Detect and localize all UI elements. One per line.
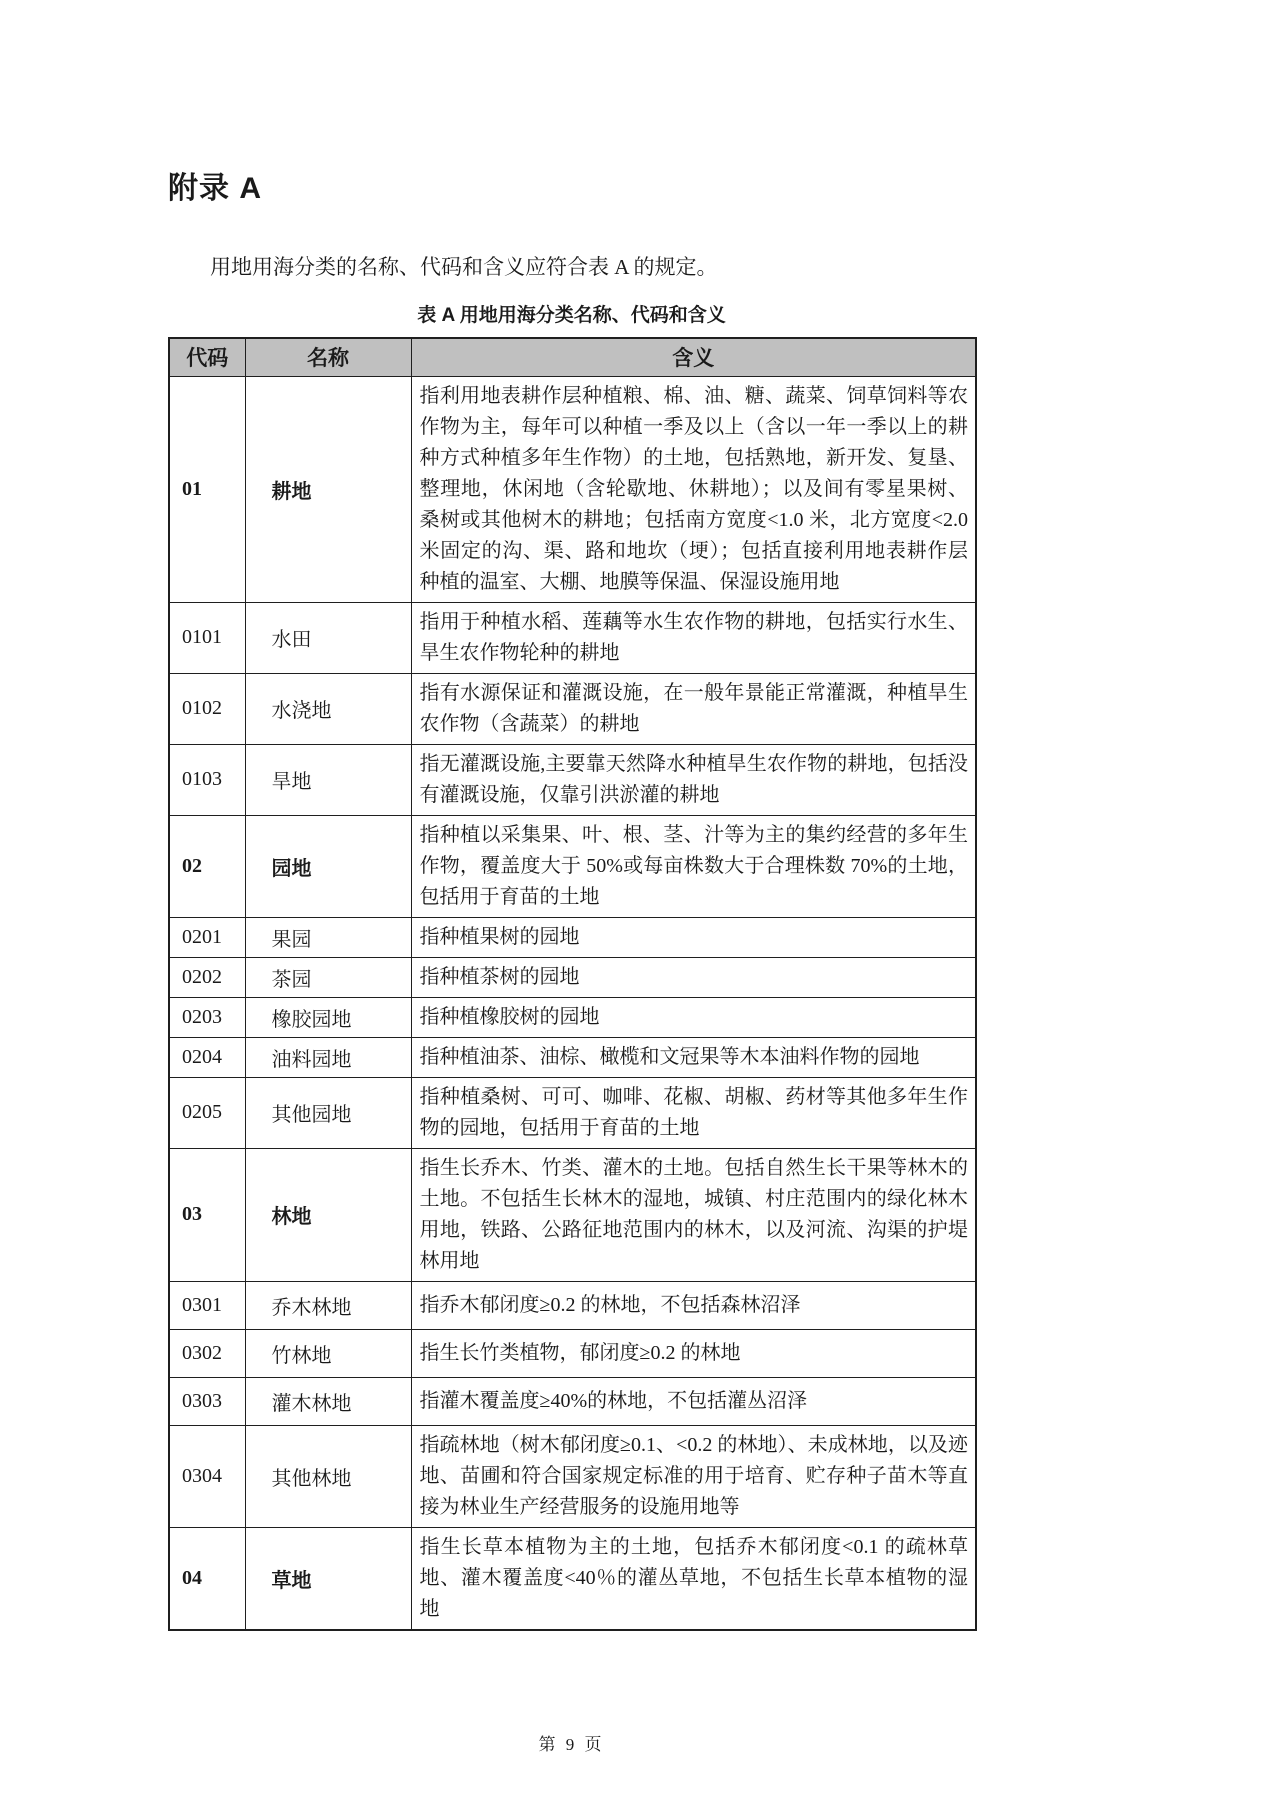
table-row (169, 376, 976, 602)
meaning-cell: 指无灌溉设施,主要靠天然降水种植旱生农作物的耕地，包括没有灌溉设施，仅靠引洪淤灌的耕地 (411, 744, 976, 815)
meaning-cell: 指生长竹类植物，郁闭度≥0.2 的林地 (411, 1329, 976, 1377)
page-number: 第 9 页 (538, 1735, 605, 1754)
name-cell: 茶园 (245, 957, 411, 997)
meaning-cell: 指种植橡胶树的园地 (411, 997, 976, 1037)
name-cell: 水浇地 (245, 673, 411, 744)
meaning-cell: 指用于种植水稻、莲藕等水生农作物的耕地，包括实行水生、旱生农作物轮种的耕地 (411, 602, 976, 673)
meaning-cell: 指种植油茶、油棕、橄榄和文冠果等木本油料作物的园地 (411, 1037, 976, 1077)
meaning-cell: 指灌木覆盖度≥40%的林地，不包括灌丛沼泽 (411, 1377, 976, 1425)
name-cell: 竹林地 (245, 1329, 411, 1377)
code-cell: 02 (169, 815, 245, 917)
table-row (169, 1527, 976, 1630)
table-row (169, 815, 976, 917)
name-cell: 草地 (245, 1527, 411, 1630)
code-cell: 0204 (169, 1037, 245, 1077)
name-cell: 园地 (245, 815, 411, 917)
meaning-cell: 指生长草本植物为主的土地，包括乔木郁闭度<0.1 的疏林草地、灌木覆盖度<40％的灌丛草地，不包括生长草本植物的湿地 (411, 1527, 976, 1630)
table-row (169, 917, 976, 957)
code-cell: 0103 (169, 744, 245, 815)
meaning-cell: 指种植茶树的园地 (411, 957, 976, 997)
meaning-cell: 指种植桑树、可可、咖啡、花椒、胡椒、药材等其他多年生作物的园地，包括用于育苗的土地 (411, 1077, 976, 1148)
code-cell: 0304 (169, 1425, 245, 1527)
code-cell: 01 (169, 376, 245, 602)
table-body (169, 376, 976, 1630)
name-cell: 橡胶园地 (245, 997, 411, 1037)
column-header-1: 代码 (169, 338, 245, 376)
code-cell: 0301 (169, 1281, 245, 1329)
meaning-cell: 指疏林地（树木郁闭度≥0.1、<0.2 的林地）、未成林地，以及迹地、苗圃和符合国家规定标准的用于培育、贮存种子苗木等直接为林业生产经营服务的设施用地等 (411, 1425, 976, 1527)
name-cell: 果园 (245, 917, 411, 957)
meaning-cell: 指种植果树的园地 (411, 917, 976, 957)
code-cell: 0302 (169, 1329, 245, 1377)
table-row (169, 957, 976, 997)
document-content (168, 0, 975, 1631)
table-row (169, 673, 976, 744)
table-row (169, 1281, 976, 1329)
meaning-cell: 指有水源保证和灌溉设施，在一般年景能正常灌溉，种植旱生农作物（含蔬菜）的耕地 (411, 673, 976, 744)
intro-paragraph: 用地用海分类的名称、代码和含义应符合表 A 的规定。 (210, 255, 718, 279)
table-row (169, 1329, 976, 1377)
meaning-cell: 指种植以采集果、叶、根、茎、汁等为主的集约经营的多年生作物，覆盖度大于 50%或每亩株数大于合理株数 70%的土地，包括用于育苗的土地 (411, 815, 976, 917)
appendix-title: 附录 A (168, 172, 262, 205)
code-cell: 03 (169, 1148, 245, 1281)
code-cell: 0201 (169, 917, 245, 957)
table-row (169, 1077, 976, 1148)
code-cell: 0102 (169, 673, 245, 744)
table-row (169, 1425, 976, 1527)
name-cell: 旱地 (245, 744, 411, 815)
table-row (169, 1377, 976, 1425)
name-cell: 林地 (245, 1148, 411, 1281)
meaning-cell: 指乔木郁闭度≥0.2 的林地，不包括森林沼泽 (411, 1281, 976, 1329)
name-cell: 耕地 (245, 376, 411, 602)
name-cell: 灌木林地 (245, 1377, 411, 1425)
table-header-row (169, 338, 976, 376)
table-caption: 表 A 用地用海分类名称、代码和含义 (417, 305, 726, 326)
table-row (169, 1037, 976, 1077)
name-cell: 其他园地 (245, 1077, 411, 1148)
code-cell: 0202 (169, 957, 245, 997)
table-row (169, 744, 976, 815)
column-header-3: 含义 (411, 338, 976, 376)
code-cell: 0203 (169, 997, 245, 1037)
meaning-cell: 指利用地表耕作层种植粮、棉、油、糖、蔬菜、饲草饲料等农作物为主，每年可以种植一季及以上（含以一年一季以上的耕种方式种植多年生作物）的土地，包括熟地，新开发、复垦、整理地，休闲地（含轮歇地、休耕地）；以及间有零星果树、桑树或其他树木的耕地；包括南方宽度<1.0 米，北方宽度<2.0 米固定的沟、渠、路和地坎（埂）；包括直接利用地表耕作层种植的温室、大棚、地膜等保温、保湿设施用地 (411, 376, 976, 602)
table-row (169, 997, 976, 1037)
code-cell: 04 (169, 1527, 245, 1630)
column-header-2: 名称 (245, 338, 411, 376)
code-cell: 0205 (169, 1077, 245, 1148)
table-row (169, 602, 976, 673)
meaning-cell: 指生长乔木、竹类、灌木的土地。包括自然生长干果等林木的土地。不包括生长林木的湿地，城镇、村庄范围内的绿化林木用地，铁路、公路征地范围内的林木，以及河流、沟渠的护堤林用地 (411, 1148, 976, 1281)
name-cell: 乔木林地 (245, 1281, 411, 1329)
classification-table (168, 337, 977, 1631)
name-cell: 其他林地 (245, 1425, 411, 1527)
name-cell: 油料园地 (245, 1037, 411, 1077)
table-row (169, 1148, 976, 1281)
code-cell: 0303 (169, 1377, 245, 1425)
code-cell: 0101 (169, 602, 245, 673)
name-cell: 水田 (245, 602, 411, 673)
